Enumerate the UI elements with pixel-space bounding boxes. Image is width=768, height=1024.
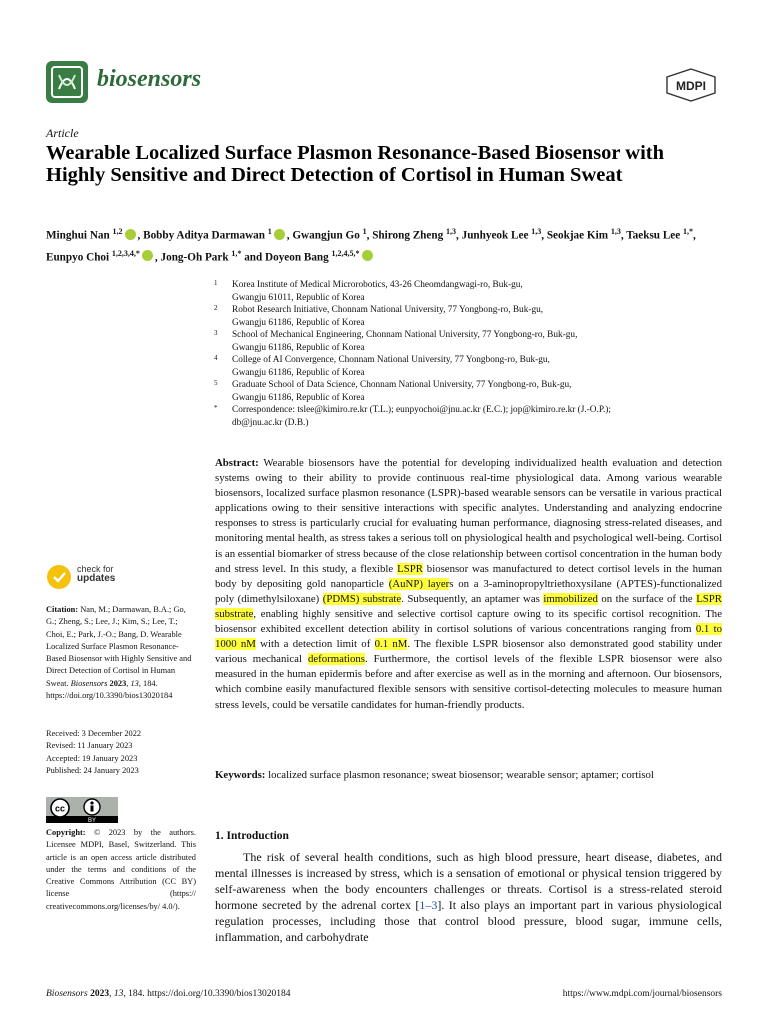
author-affiliation-marker: 1,3 bbox=[531, 227, 542, 236]
abstract-text: s on a 3-aminopropyltriethoxysilane (APTES)-functionalized poly (dimethylsiloxane) bbox=[215, 577, 722, 605]
abstract-text: on the surface of the bbox=[597, 592, 697, 605]
orcid-icon[interactable] bbox=[142, 250, 153, 261]
abstract-text: , enabling highly sensitive and selective cortisol capture owing to its specific cortisol recognition. The biosensor exhibited excellent detection ability in cortisol solutions of various concentrations ranging from bbox=[215, 607, 722, 636]
author-affiliation-marker: 1,3 bbox=[610, 227, 621, 236]
abstract-text: . The flexible LSPR biosensor also demonstrated good stability under various mechanical bbox=[215, 638, 722, 666]
abstract-text: biosensor was manufactured to detect cortisol levels in the human body by depositing gold nanoparticle bbox=[215, 562, 722, 590]
author-name: Shirong Zheng bbox=[372, 229, 444, 242]
check-for-updates-badge[interactable] bbox=[46, 563, 176, 591]
publication-dates bbox=[46, 728, 196, 777]
orcid-icon[interactable] bbox=[274, 229, 285, 240]
publication-date: Published: 24 January 2023 bbox=[46, 765, 139, 775]
copyright-notice: Copyright: © 2023 by the authors. Licensee MDPI, Basel, Switzerland. This article is an open access article distributed under the terms and conditions of the Creative Commons Attribution (CC BY) license (https:// creativecommons.org/licenses/by/ 4.0/). bbox=[46, 828, 196, 911]
affiliation: 3 School of Mechanical Engineering, Chonnam National University, 77 Yongbong-ro, Buk-gu, Gwangju 61186, Republic of Korea bbox=[214, 329, 578, 353]
affiliation: 2 Robot Research Initiative, Chonnam National University, 77 Yongbong-ro, Buk-gu, Gwangju 61186, Republic of Korea bbox=[214, 304, 544, 328]
author-name: Bobby Aditya Darmawan bbox=[143, 229, 265, 242]
citation-block: Citation: Nan, M.; Darmawan, B.A.; Go, G.; Zheng, S.; Lee, J.; Kim, S.; Lee, T.; Choi, E.; Park, J.-O.; Bang, D. Wearable Localized Surface Plasmon Resonance-Based Biosensor with Highly Sensitive and Direct Detection of Cortisol in Human Sweat. Biosensors 2023, 13, 184. https://doi.org/10.3390/bios13020184 bbox=[46, 605, 192, 701]
authors-and: and bbox=[244, 251, 263, 264]
author-list: Minghui Nan $^{1,2}$ , Bobby Aditya Darmawan $^1$ , Gwangjun Go $^1$, Shirong Zheng $^{1,3}$, Junhyeok Lee $^{1,3}$, Seokjae Kim $^{1,3}$, Taeksu Lee $^{1,*}$, Eunpyo Choi $^{1,2,3,4,*}$ , Jong-Oh Park $^{1,*}$ and Doyeon Bang $^{1,2,4,5,*}$ bbox=[46, 227, 696, 264]
author-name: Eunpyo Choi bbox=[46, 251, 110, 264]
author-affiliation-marker: 1,* bbox=[683, 227, 694, 236]
keywords-label: Keywords: bbox=[215, 769, 266, 781]
article-title: Wearable Localized Surface Plasmon Resonance-Based Biosensor with Highly Sensitive and Direct Detection of Cortisol in Human Sweat bbox=[46, 142, 665, 186]
highlighted-text: LSPR bbox=[397, 562, 423, 575]
author-name: Gwangjun Go bbox=[292, 229, 360, 242]
author-name: Doyeon Bang bbox=[265, 251, 329, 264]
affiliation: * Correspondence: tslee@kimiro.re.kr (T.L.); eunpyochoi@jnu.ac.kr (E.C.); jop@kimiro.re.kr (J.-O.P.); db@jnu.ac.kr (D.B.) bbox=[214, 404, 611, 428]
cc-by-license-badge[interactable] bbox=[46, 797, 118, 823]
highlighted-text: (AuNP) layer bbox=[388, 577, 450, 590]
affiliation-list bbox=[214, 279, 734, 429]
footer-citation: Biosensors 2023, 13, 184. https://doi.org/10.3390/bios13020184 bbox=[46, 989, 291, 999]
publisher-name: MDPI bbox=[676, 79, 706, 93]
abstract-text: Wearable biosensors have the potential for developing individualized health evaluation and detection systems owing to their ability to provide continuous real-time physiological data. Among various wearable biosensors, localized surface plasmon resonance (LSPR)-based wearable sensors can be versatile in various practical applications owing to their sensitive interactions with specific analytes. Understanding and analyzing endocrine responses to stress is particularly crucial for evaluating human performance, diagnosing stress-related diseases, and monitoring mental health, as stress takes a serious toll on physiological health and psychological well-being. Cortisol is an essential biomarker of stress because of the close relationship between cortisol concentration in the human body and stress level. In this study, a flexible bbox=[215, 457, 723, 575]
article-type: Article bbox=[46, 126, 79, 140]
keywords: Keywords: localized surface plasmon resonance; sweat biosensor; wearable sensor; aptamer; cortisol bbox=[215, 769, 654, 781]
abstract-text: . Furthermore, the cortisol levels of the flexible LSPR biosensor were also measured in the human epidermis before and after exercise as well as in the morning and afternoon. Our biosensors, which combine easily manufactured flexible sensors with sensitive cortisol-detecting molecules to measure human stress levels, could be versatile candidates for human-friendly products. bbox=[215, 653, 722, 711]
author-affiliation-marker: 1,3 bbox=[446, 227, 456, 236]
publication-date: Revised: 11 January 2023 bbox=[46, 741, 133, 751]
section-heading-introduction: 1. Introduction bbox=[215, 830, 289, 842]
author-affiliation-marker: 1,2 bbox=[112, 227, 123, 236]
author-affiliation-marker: 1,2,3,4,* bbox=[111, 248, 140, 258]
orcid-icon[interactable] bbox=[125, 229, 136, 240]
check-icon bbox=[46, 564, 72, 590]
highlighted-text: immobilized bbox=[543, 592, 598, 605]
author-name: Taeksu Lee bbox=[626, 229, 681, 242]
author-affiliation-marker: 1 bbox=[267, 227, 272, 236]
affiliation: 5 Graduate School of Data Science, Chonnam National University, 77 Yongbong-ro, Buk-gu, Gwangju 61186, Republic of Korea bbox=[214, 379, 572, 403]
footer-journal-url[interactable]: https://www.mdpi.com/journal/biosensors bbox=[562, 989, 722, 999]
abstract bbox=[215, 456, 722, 713]
check-for-updates-text: check for updates bbox=[77, 564, 116, 584]
author-affiliation-marker: 1,* bbox=[231, 248, 242, 258]
journal-name[interactable]: biosensors bbox=[97, 66, 202, 92]
highlighted-text: deformations bbox=[307, 653, 365, 666]
author-affiliation-marker: 1,2,4,5,* bbox=[331, 248, 360, 258]
reference-link[interactable]: 1–3 bbox=[419, 898, 438, 912]
author-name: Seokjae Kim bbox=[546, 229, 609, 242]
highlighted-text: (PDMS) substrate bbox=[322, 592, 402, 605]
highlighted-text: 0.1 to 1000 nM bbox=[215, 623, 723, 651]
highlighted-text: LSPR substrate bbox=[215, 592, 723, 620]
author-name: Minghui Nan bbox=[46, 229, 110, 242]
orcid-icon[interactable] bbox=[362, 250, 373, 261]
author-name: Junhyeok Lee bbox=[461, 229, 529, 242]
highlighted-text: 0.1 nM bbox=[374, 638, 408, 651]
journal-logo bbox=[46, 61, 88, 103]
affiliation: 4 College of AI Convergence, Chonnam National University, 77 Yongbong-ro, Buk-gu, Gwangju 61186, Republic of Korea bbox=[214, 354, 550, 378]
author-name: Jong-Oh Park bbox=[160, 251, 229, 264]
introduction-paragraph: The risk of several health conditions, such as high blood pressure, heart disease, diabetes, and mental illnesses is increased by stress, which is a sensation of emotional or physical tension triggered by self-awareness when the body encounters challenges or threats. Cortisol is a stress-related steroid hormone secreted by the adrenal cortex [1–3]. It also plays an important part in various physiological regulation processes, including those that control blood pressure, blood sugar, immune cells, inflammation, and carbohydrate bbox=[215, 850, 722, 944]
author-affiliation-marker: 1 bbox=[362, 227, 367, 236]
affiliation: 1 Korea Institute of Medical Microrobotics, 43-26 Cheomdangwagi-ro, Buk-gu, Gwangju 61011, Republic of Korea bbox=[214, 279, 523, 303]
mdpi-logo[interactable] bbox=[665, 68, 717, 102]
abstract-text: . Subsequently, an aptamer was bbox=[401, 592, 544, 605]
cc-by-label: BY bbox=[87, 818, 97, 823]
cc-label: cc bbox=[54, 803, 66, 814]
abstract-text: with a detection limit of bbox=[255, 638, 375, 651]
publication-date: Received: 3 December 2022 bbox=[46, 729, 142, 738]
publication-date: Accepted: 19 January 2023 bbox=[46, 753, 138, 763]
abstract-label: Abstract: bbox=[215, 457, 259, 469]
